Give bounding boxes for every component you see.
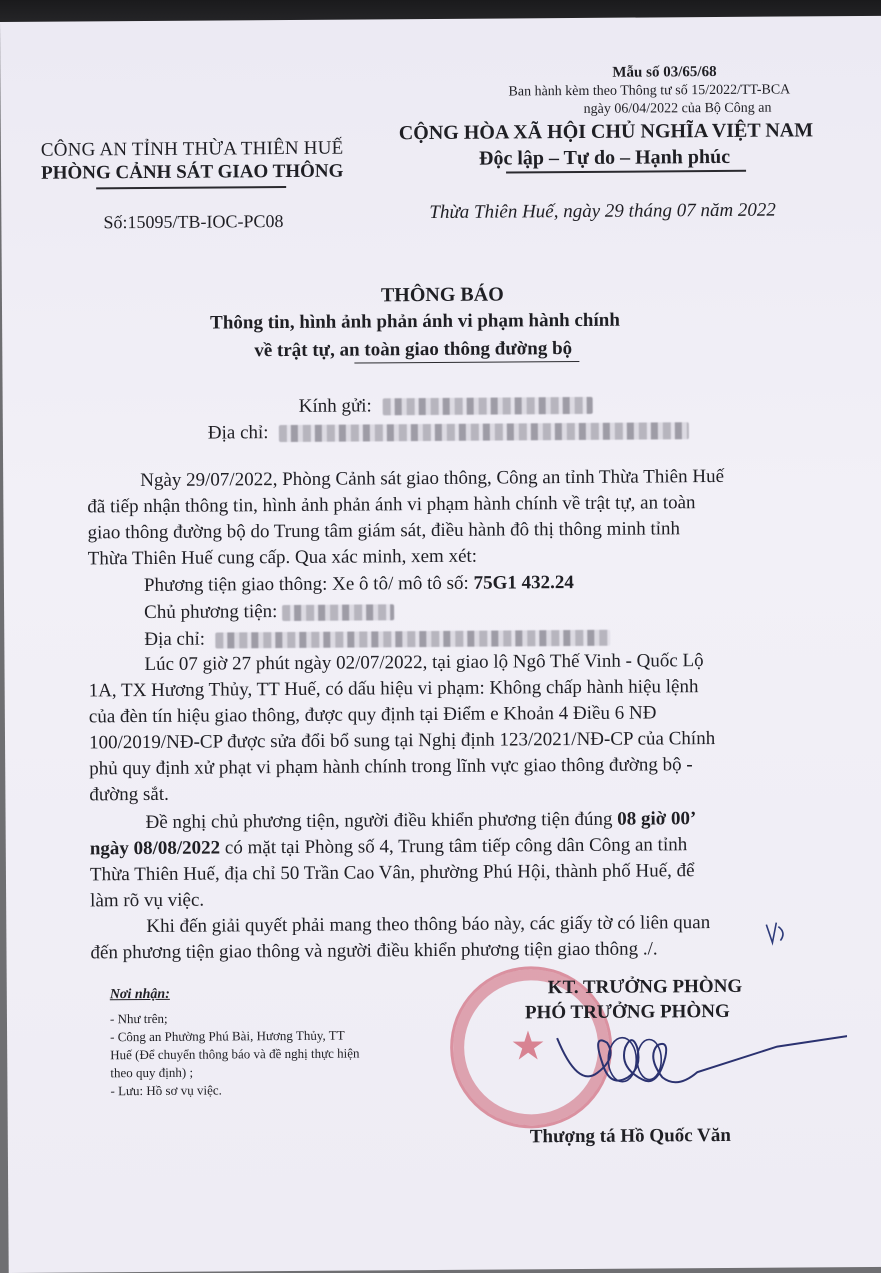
body-text: Thừa Thiên Huế cung cấp. Qua xác minh, xem xét: [87, 545, 478, 570]
document-number: Số:15095/TB-IOC-PC08 [103, 211, 284, 233]
subtitle-underline [354, 361, 579, 364]
owner-address-line [144, 624, 611, 652]
document-subtitle-line2: về trật tự, an toàn giao thông đường bộ [254, 338, 573, 362]
body-text: 1A, TX Hương Thủy, TT Huế, có dấu hiệu vi phạm: Không chấp hành hiệu lệnh [88, 676, 699, 702]
body-text: của đèn tín hiệu giao thông, được quy định tại Điểm e Khoản 4 Điều 6 NĐ [88, 702, 657, 728]
appointment-date: ngày 08/08/2022 [89, 837, 221, 860]
license-plate: 75G1 432.24 [473, 572, 574, 594]
org-parent: CÔNG AN TỈNH THỪA THIÊN HUẾ [40, 137, 344, 161]
body-text: có mặt tại Phòng số 4, Trung tâm tiếp công dân Công an tỉnh [220, 834, 688, 859]
handwritten-tick-mark [762, 917, 790, 947]
recipient-address-line [208, 419, 690, 444]
recipient-item: theo quy định) ; [110, 1064, 194, 1081]
appointment-line [146, 806, 697, 835]
vehicle-label: Phương tiện giao thông: Xe ô tô/ mô tô số: [143, 572, 474, 597]
recipient-address-label: Địa chỉ: [207, 422, 269, 444]
body-text: đường sắt. [89, 783, 169, 806]
redacted-owner-address [216, 629, 611, 648]
body-text: Lúc 07 giờ 27 phút ngày 02/07/2022, tại giao lộ Ngô Thế Vinh - Quốc Lộ [144, 650, 704, 676]
redacted-owner-name [282, 604, 394, 621]
national-title: CỘNG HÒA XÃ HỘI CHỦ NGHĨA VIỆT NAM [398, 119, 814, 145]
appointment-date-line [90, 832, 688, 861]
body-text: làm rõ vụ việc. [90, 889, 205, 912]
appointment-time: 08 giờ 00’ [617, 808, 697, 830]
body-text: đến phương tiện giao thông và người điều khiển phương tiện giao thông ./. [90, 938, 658, 964]
owner-line [144, 598, 394, 625]
issued-by-line1: Ban hành kèm theo Thông tư số 15/2022/TT-BCA [508, 82, 791, 100]
body-text: Thừa Thiên Huế, địa chỉ 50 Trần Cao Vân, phường Phú Hội, thành phố Huế, để [89, 860, 695, 886]
signature-title-line2: PHÓ TRƯỞNG PHÒNG [524, 1000, 730, 1024]
org-underline [96, 186, 286, 189]
recipients-heading: Nơi nhận: [109, 986, 170, 1003]
national-motto: Độc lập – Tự do – Hạnh phúc [478, 145, 731, 170]
recipient-item: - Lưu: Hồ sơ vụ việc. [110, 1082, 222, 1099]
body-text: đã tiếp nhận thông tin, hình ảnh phản ánh vi phạm hành chính về trật tự, an toàn [87, 492, 696, 518]
vehicle-line [144, 570, 574, 598]
recipient-item: Huế (Để chuyển thông báo và đề nghị thực hiện [110, 1045, 360, 1063]
recipient-label: Kính gửi: [298, 395, 372, 417]
issued-by-line2: ngày 06/04/2022 của Bộ Công an [583, 100, 772, 117]
document-title: THÔNG BÁO [380, 283, 504, 307]
owner-label: Chủ phương tiện: [144, 601, 278, 624]
recipient-line [299, 394, 593, 418]
seal-star-icon: ★ [510, 1023, 547, 1069]
signer-name: Thượng tá Hồ Quốc Văn [529, 1124, 731, 1148]
redacted-recipient-address [279, 422, 689, 442]
body-text: phủ quy định xử phạt vi phạm hành chính trong lĩnh vực giao thông đường bộ - [89, 754, 693, 780]
recipient-item: - Như trên; [109, 1010, 168, 1027]
document-subtitle-line1: Thông tin, hình ảnh phản ánh vi phạm hành chính [210, 309, 620, 334]
body-text: giao thông đường bộ do Trung tâm giám sát, điều hành đô thị thông minh tỉnh [87, 518, 681, 544]
owner-address-label: Địa chỉ: [144, 628, 206, 651]
body-text: Ngày 29/07/2022, Phòng Cảnh sát giao thông, Công an tỉnh Thừa Thiên Huế [140, 465, 725, 492]
redacted-recipient-name [382, 397, 592, 415]
body-text: 100/2019/NĐ-CP được sửa đổi bổ sung tại Nghị định 123/2021/NĐ-CP của Chính [88, 728, 716, 754]
place-date: Thừa Thiên Huế, ngày 29 tháng 07 năm 2022 [429, 199, 776, 224]
org-department: PHÒNG CẢNH SÁT GIAO THÔNG [40, 160, 344, 184]
form-number: Mẫu số 03/65/68 [612, 63, 717, 81]
signature-title-line1: KT. TRƯỞNG PHÒNG [547, 975, 743, 999]
recipient-item: - Công an Phường Phú Bài, Hương Thủy, TT [110, 1027, 345, 1045]
body-text: Đề nghị chủ phương tiện, người điều khiển phương tiện đúng [145, 808, 618, 834]
motto-underline [506, 170, 746, 173]
handwritten-signature [547, 1016, 848, 1108]
document-page [0, 16, 881, 1273]
body-text: Khi đến giải quyết phải mang theo thông báo này, các giấy tờ có liên quan [146, 912, 711, 938]
